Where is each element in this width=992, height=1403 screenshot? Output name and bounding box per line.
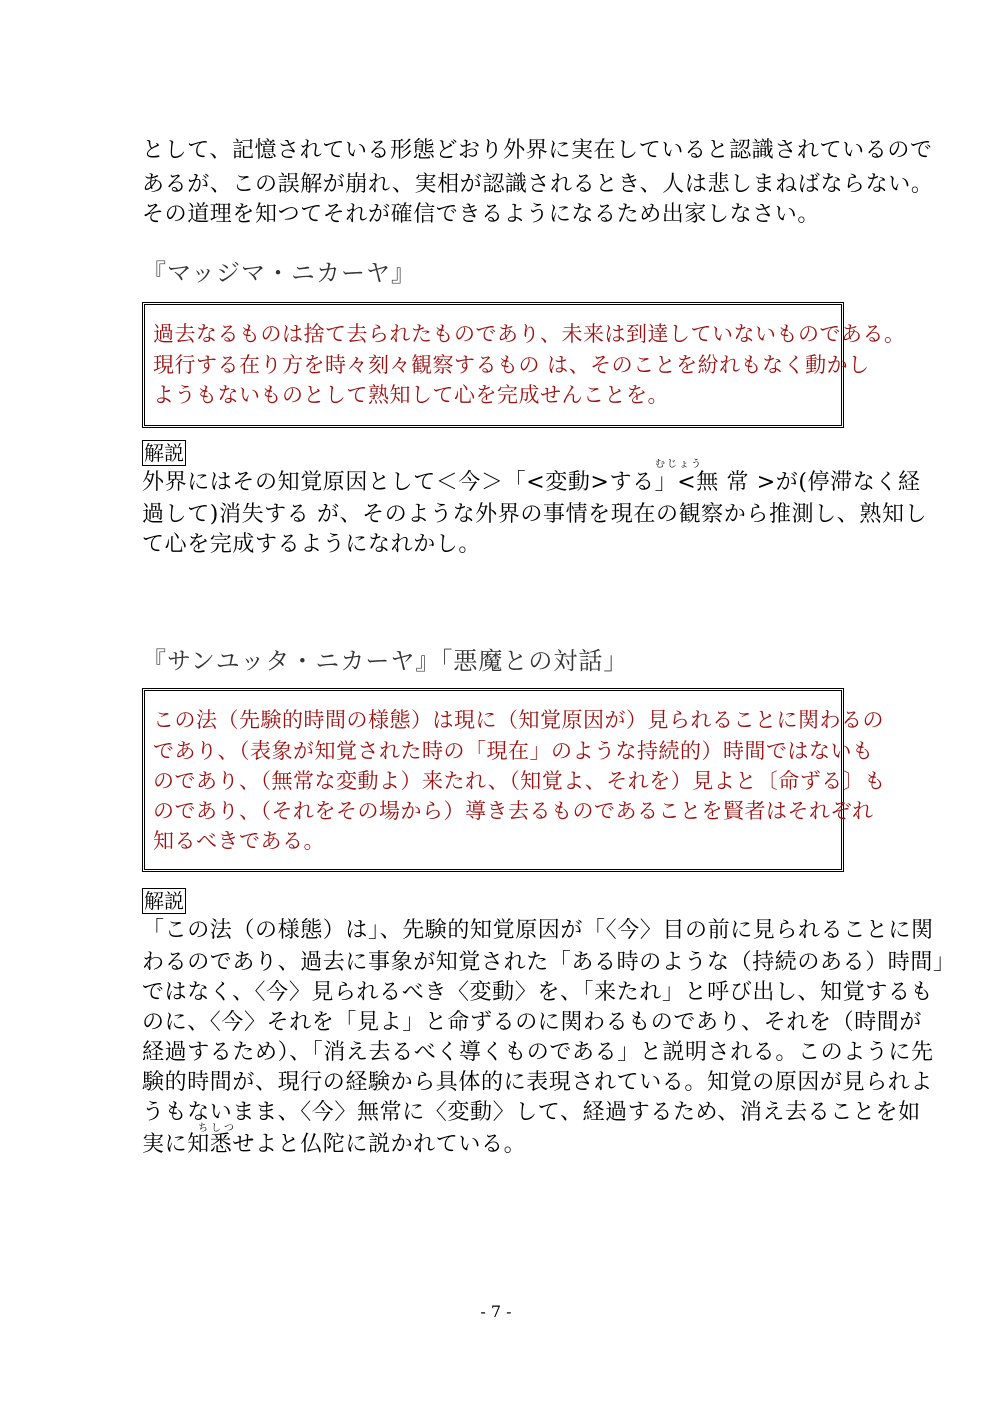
commentary-line-3: ではなく、〈今〉見られるべき〈変動〉を、「来たれ」と呼び出し、知覚するも [142, 980, 934, 1005]
page-number: - 7 - [480, 1302, 512, 1321]
quote-line: であり、（表象が知覚された時の「現在」のような持続的）時間ではないも [153, 739, 874, 763]
commentary-line-6: 験的時間が、現行の経験から具体的に表現されている。知覚の原因が見られよ [142, 1070, 934, 1095]
intro-line-2: あるが、この誤解が崩れ、実相が認識されるとき、人は悲しまねばならない。 [142, 172, 934, 197]
commentary-line-2: わるのであり、過去に事象が知覚された「ある時のような（持続のある）時間」 [142, 950, 956, 975]
commentary-line-3: て心を完成するようになれかし。 [142, 532, 482, 557]
commentary-label: 解説 [144, 889, 184, 913]
section-title-majjhima: 『マッジマ・ニカーヤ』 [142, 259, 417, 287]
quote-line: ようもないものとして熟知して心を完成せんことを。 [153, 383, 669, 407]
commentary-line-8: 実に知悉せよと仏陀に説かれている。 [142, 1132, 527, 1157]
commentary-line-2: 過して)消失する が、そのような外界の事情を現在の観察から推測し、熟知し [142, 502, 928, 527]
commentary-label: 解説 [144, 441, 184, 465]
commentary-line-4: のに、〈今〉それを「見よ」と命ずるのに関わるものであり、それを（時間が [142, 1010, 923, 1035]
section-title-samyutta: 『サンユッタ・ニカーヤ』「悪魔との対話」 [142, 647, 629, 675]
quote-line: 現行する在り方を時々刻々観察するもの は、そのことを紛れもなく動かし [153, 353, 870, 377]
commentary-line-5: 経過するため）、「消え去るべく導くものである」と説明される。このように先 [142, 1040, 934, 1065]
commentary-line-7: うもないまま、〈今〉無常に〈変動〉して、経過するため、消え去ることを如 [142, 1100, 921, 1125]
ruby-mujou: むじょう [655, 459, 703, 470]
commentary-line-1: 外界にはその知覚原因として＜今＞「<変動>する」<無 常 >が(停滞なく経 [142, 470, 921, 495]
quote-line: のであり、（それをその場から）導き去るものであることを賢者はそれぞれ [153, 799, 874, 823]
quote-box-majjhima [142, 302, 906, 428]
quote-line: 知るべきである。 [153, 829, 325, 853]
quote-line: この法（先験的時間の様態）は現に（知覚原因が）見られることに関わるの [153, 708, 884, 732]
commentary-line-1: 「この法（の様態）は」、先験的知覚原因が「〈今〉目の前に見られることに関 [142, 918, 934, 943]
intro-line-3: その道理を知つてそれが確信できるようになるため出家しなさい。 [142, 202, 821, 227]
intro-line-1: として、記憶されている形態どおり外界に実在していると認識されているので [142, 138, 933, 163]
quote-box-samyutta [142, 688, 886, 872]
ruby-chishitsu: ちしつ [198, 1123, 237, 1134]
quote-line: 過去なるものは捨て去られたものであり、未来は到達していないものである。 [153, 322, 906, 346]
quote-line: のであり、（無常な変動よ）来たれ、（知覚よ、それを）見よと〔命ずる〕も [153, 769, 886, 793]
